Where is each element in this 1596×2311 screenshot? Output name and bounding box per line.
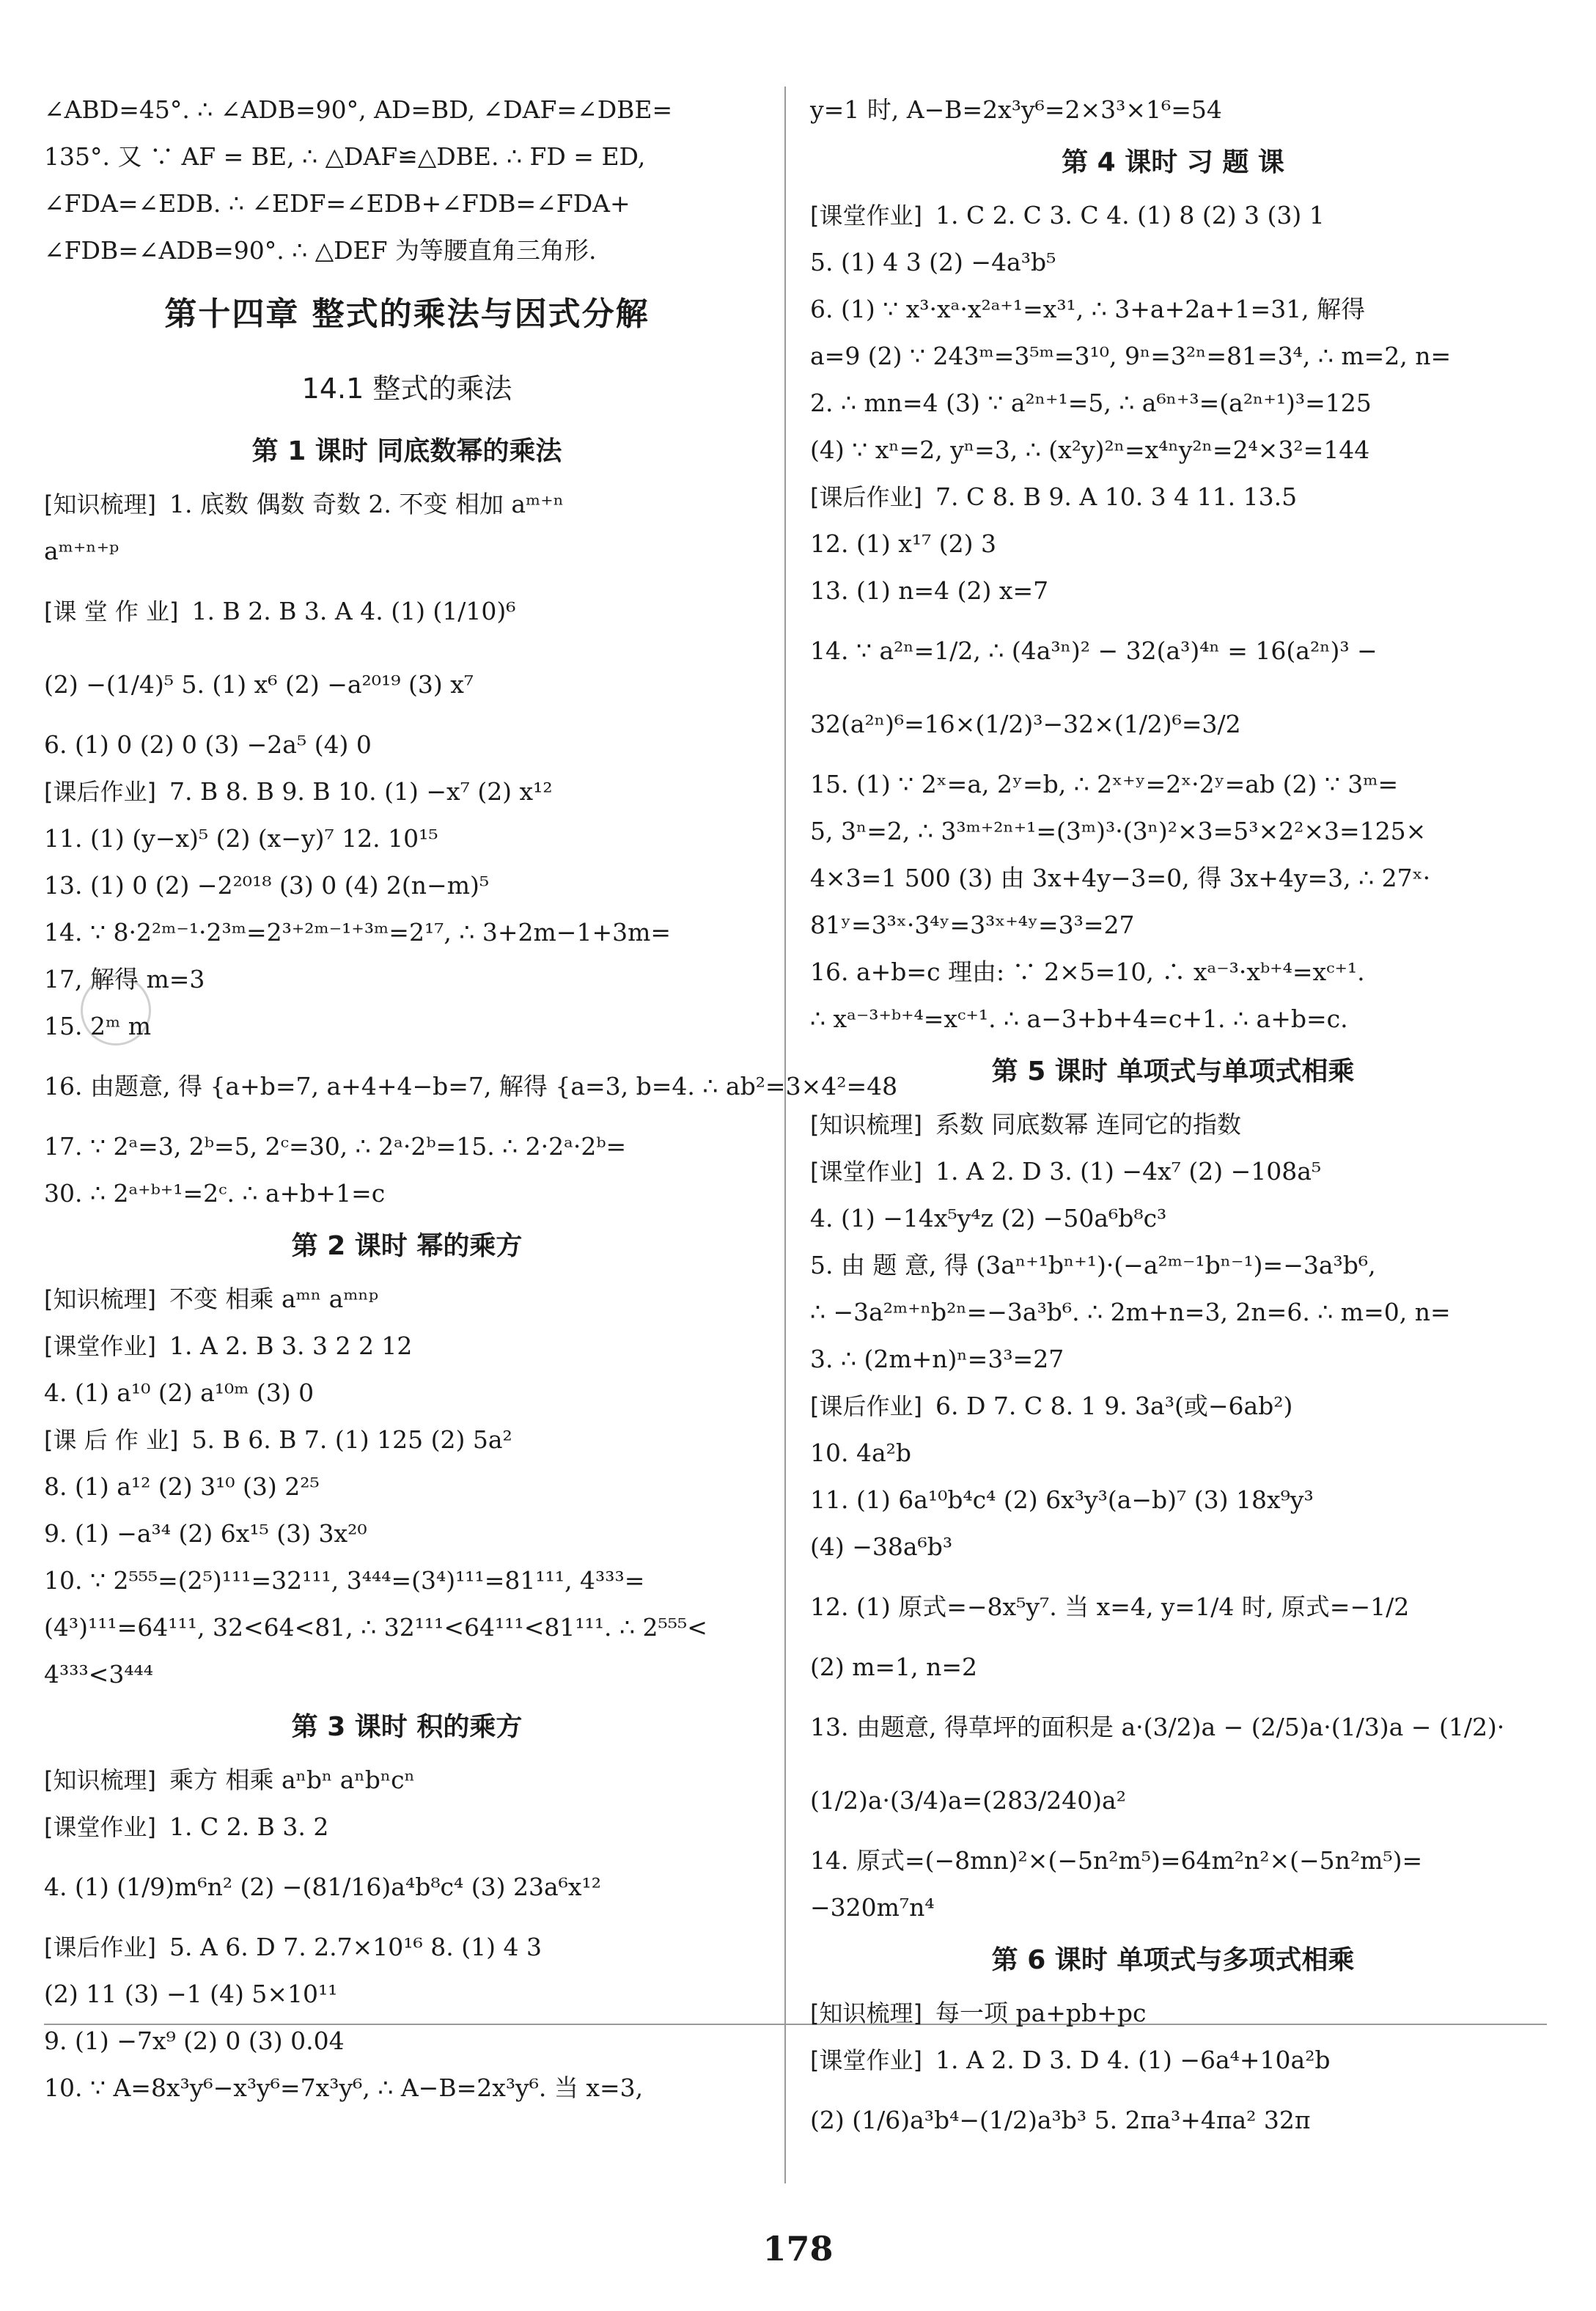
answer-line — [44, 528, 770, 575]
line-text: 13. (1) 0 (2) −2²⁰¹⁸ (3) 0 (4) 2(n−m)⁵ — [44, 871, 490, 900]
line-text: 7. B 8. B 9. B 10. (1) −x⁷ (2) x¹² — [169, 777, 553, 806]
lesson-title — [44, 1217, 770, 1276]
line-text: ∠FDB=∠ADB=90°. ∴ △DEF 为等腰直角三角形. — [44, 236, 597, 265]
line-text: 4³³³<3⁴⁴⁴ — [44, 1660, 154, 1689]
line-text: 13. 由题意, 得草坪的面积是 a·(3/2)a − (2/5)a·(1/3)a − (1/2)· — [810, 1713, 1505, 1741]
answer-line — [810, 1101, 1536, 1148]
line-text: 4. (1) a¹⁰ (2) a¹⁰ᵐ (3) 0 — [44, 1378, 315, 1407]
answer-line — [810, 1524, 1536, 1570]
line-text: 10. ∵ A=8x³y⁶−x³y⁶=7x³y⁶, ∴ A−B=2x³y⁶. 当 x=3, — [44, 2073, 644, 2102]
line-text: 5. 由 题 意, 得 (3aⁿ⁺¹bⁿ⁺¹)·(−a²ᵐ⁻¹bⁿ⁻¹)=−3a³b⁶, — [810, 1251, 1376, 1279]
answer-line — [810, 996, 1536, 1043]
line-text: 第 6 课时 单项式与多项式相乘 — [991, 1945, 1355, 1975]
section-tag: [课后作业] — [44, 778, 156, 806]
answer-line — [44, 768, 770, 815]
chapter-title — [44, 274, 770, 355]
line-text: 81ʸ=3³ˣ·3⁴ʸ=3³ˣ⁺⁴ʸ=3³=27 — [810, 911, 1135, 939]
line-text: 1. 底数 偶数 奇数 2. 不变 相加 aᵐ⁺ⁿ — [169, 490, 564, 518]
answer-line — [44, 1804, 770, 1851]
answer-line — [810, 1884, 1536, 1931]
line-text: 14. ∵ a²ⁿ=1/2, ∴ (4a³ⁿ)² − 32(a³)⁴ⁿ = 16(a²ⁿ)³ − — [810, 636, 1378, 665]
answer-line — [44, 862, 770, 909]
line-text: 第 2 课时 幂的乘方 — [291, 1231, 523, 1261]
line-text: 9. (1) −a³⁴ (2) 6x¹⁵ (3) 3x²⁰ — [44, 1519, 367, 1548]
answer-line — [810, 2084, 1536, 2157]
line-text: 8. (1) a¹² (2) 3¹⁰ (3) 2²⁵ — [44, 1472, 320, 1501]
answer-line — [44, 180, 770, 227]
answer-line — [810, 855, 1536, 902]
answer-line — [810, 949, 1536, 996]
line-text: 5. A 6. D 7. 2.7×10¹⁶ 8. (1) 4 3 — [169, 1933, 542, 1961]
line-text: 15. (1) ∵ 2ˣ=a, 2ʸ=b, ∴ 2ˣ⁺ʸ=2ˣ·2ʸ=ab (2) ∵ 3ᵐ= — [810, 770, 1399, 798]
line-text: 10. 4a²b — [810, 1439, 911, 1467]
line-text: 1. C 2. B 3. 2 — [169, 1812, 329, 1841]
section-tag: [课后作业] — [44, 1933, 156, 1961]
line-text: 第 5 课时 单项式与单项式相乘 — [991, 1057, 1355, 1087]
right-column — [810, 87, 1536, 2157]
section-tag: [课堂作业] — [810, 1158, 922, 1186]
answer-line — [44, 133, 770, 180]
line-text: ∴ −3a²ᵐ⁺ⁿb²ⁿ=−3a³b⁶. ∴ 2m+n=3, 2n=6. ∴ m=0, n= — [810, 1298, 1451, 1326]
answer-line — [44, 721, 770, 768]
line-text: 12. (1) 原式=−8x⁵y⁷. 当 x=4, y=1/4 时, 原式=−1/2 — [810, 1592, 1410, 1621]
line-text: 第 1 课时 同底数幂的乘法 — [251, 436, 562, 466]
answer-line — [44, 1050, 898, 1123]
answer-line — [810, 1289, 1536, 1336]
lesson-title — [810, 1043, 1536, 1101]
answer-line — [810, 87, 1536, 133]
answer-line — [810, 567, 1536, 614]
answer-line — [810, 239, 1536, 286]
section-tag: [知识梳理] — [810, 1111, 922, 1139]
answer-line — [44, 1276, 770, 1323]
line-text: (1/2)a·(3/4)a=(283/240)a² — [810, 1786, 1126, 1815]
line-text: 1. C 2. C 3. C 4. (1) 8 (2) 3 (3) 1 — [935, 201, 1325, 229]
line-text: 1. A 2. B 3. 3 2 2 12 — [169, 1331, 413, 1360]
answer-line — [44, 1851, 770, 1924]
section-tag: [知识梳理] — [44, 1766, 156, 1794]
answer-line — [44, 2065, 770, 2112]
answer-line — [44, 956, 770, 1003]
answer-line — [810, 1691, 1536, 1764]
answer-line — [810, 1570, 1536, 1644]
section-tag: [课后作业] — [810, 1392, 922, 1420]
line-text: (2) m=1, n=2 — [810, 1653, 978, 1681]
line-text: (2) −(1/4)⁵ 5. (1) x⁶ (2) −a²⁰¹⁹ (3) x⁷ — [44, 670, 474, 699]
line-text: 13. (1) n=4 (2) x=7 — [810, 576, 1049, 605]
answer-line — [810, 761, 1536, 808]
line-text: 6. D 7. C 8. 1 9. 3a³(或−6ab²) — [935, 1392, 1293, 1420]
line-text: 16. a+b=c 理由: ∵ 2×5=10, ∴ xᵃ⁻³·xᵇ⁺⁴=xᶜ⁺¹. — [810, 958, 1365, 986]
line-text: 14. ∵ 8·2²ᵐ⁻¹·2³ᵐ=2³⁺²ᵐ⁻¹⁺³ᵐ=2¹⁷, ∴ 3+2m−1+3m= — [44, 918, 672, 947]
line-text: 5. B 6. B 7. (1) 125 (2) 5a² — [191, 1425, 512, 1454]
column-divider — [784, 87, 786, 2183]
line-text: 6. (1) 0 (2) 0 (3) −2a⁵ (4) 0 — [44, 730, 372, 759]
line-text: 14.1 整式的乘法 — [301, 372, 512, 405]
line-text: aᵐ⁺ⁿ⁺ᵖ — [44, 537, 119, 565]
answer-line — [810, 688, 1536, 761]
line-text: 30. ∴ 2ᵃ⁺ᵇ⁺¹=2ᶜ. ∴ a+b+1=c — [44, 1179, 386, 1208]
answer-line — [44, 1417, 770, 1463]
answer-line — [44, 1370, 770, 1417]
line-text: 3. ∴ (2m+n)ⁿ=3³=27 — [810, 1345, 1064, 1373]
answer-line — [44, 1463, 770, 1510]
line-text: 5. (1) 4 3 (2) −4a³b⁵ — [810, 248, 1056, 276]
section-tag: [课堂作业] — [44, 1332, 156, 1360]
answer-line — [810, 1383, 1536, 1430]
line-text: 135°. 又 ∵ AF = BE, ∴ △DAF≌△DBE. ∴ FD = ED, — [44, 142, 646, 171]
section-tag: [课后作业] — [810, 483, 922, 511]
line-text: 系数 同底数幂 连同它的指数 — [935, 1110, 1241, 1139]
answer-line — [810, 1148, 1536, 1195]
answer-line — [810, 474, 1536, 521]
line-text: −320m⁷n⁴ — [810, 1893, 935, 1922]
section-tag: [知识梳理] — [44, 491, 156, 518]
answer-line — [810, 808, 1536, 855]
answer-line — [44, 909, 770, 956]
answer-line — [44, 227, 770, 274]
answer-line — [810, 2037, 1536, 2084]
answer-line — [44, 1651, 770, 1698]
answer-line — [810, 333, 1536, 380]
section-tag: [课堂作业] — [810, 202, 922, 229]
answer-line — [810, 1430, 1536, 1477]
answer-line — [44, 815, 770, 862]
answer-line — [44, 575, 770, 648]
answer-line — [44, 1557, 770, 1604]
answer-line — [810, 380, 1536, 427]
line-text: 5, 3ⁿ=2, ∴ 3³ᵐ⁺²ⁿ⁺¹=(3ᵐ)³·(3ⁿ)²×3=5³×2²×3=125× — [810, 817, 1427, 845]
line-text: 4. (1) −14x⁵y⁴z (2) −50a⁶b⁸c³ — [810, 1204, 1167, 1232]
line-text: 第 3 课时 积的乘方 — [291, 1712, 523, 1742]
line-text: 16. 由题意, 得 {a+b=7, a+4+4−b=7, 解得 {a=3, b=4. ∴ ab²=3×4²=48 — [44, 1072, 898, 1101]
lesson-title — [44, 1698, 770, 1757]
line-text: 不变 相乘 aᵐⁿ aᵐⁿᵖ — [169, 1285, 379, 1313]
answer-line — [810, 1764, 1536, 1837]
answer-line — [44, 1924, 770, 1971]
lesson-title — [44, 422, 770, 481]
line-text: 15. 2ᵐ m — [44, 1012, 151, 1040]
line-text: 1. A 2. D 3. D 4. (1) −6a⁴+10a²b — [935, 2046, 1331, 2074]
line-text: ∴ xᵃ⁻³⁺ᵇ⁺⁴=xᶜ⁺¹. ∴ a−3+b+4=c+1. ∴ a+b=c. — [810, 1004, 1348, 1033]
line-text: (2) 11 (3) −1 (4) 5×10¹¹ — [44, 1980, 338, 2008]
line-text: 7. C 8. B 9. A 10. 3 4 11. 13.5 — [935, 482, 1298, 511]
answer-line — [44, 1510, 770, 1557]
answer-line — [810, 1242, 1536, 1289]
section-tag: [知识梳理] — [44, 1285, 156, 1313]
line-text: 2. ∴ mn=4 (3) ∵ a²ⁿ⁺¹=5, ∴ a⁶ⁿ⁺³=(a²ⁿ⁺¹)³=125 — [810, 389, 1372, 417]
lesson-title — [810, 133, 1536, 192]
section-tag: [课堂作业] — [810, 2046, 922, 2074]
section-title — [44, 355, 770, 422]
answer-line — [44, 1971, 770, 2018]
line-text: 乘方 相乘 aⁿbⁿ aⁿbⁿcⁿ — [169, 1766, 415, 1794]
answer-line — [44, 1170, 770, 1217]
answer-line — [810, 1990, 1536, 2037]
answer-line — [44, 2018, 770, 2065]
answer-line — [810, 1477, 1536, 1524]
section-tag: [课堂作业] — [44, 1813, 156, 1841]
line-text: 4. (1) (1/9)m⁶n² (2) −(81/16)a⁴b⁸c⁴ (3) 23a⁶x¹² — [44, 1873, 601, 1901]
answer-line — [810, 1195, 1536, 1242]
answer-line — [810, 521, 1536, 567]
section-tag: [知识梳理] — [810, 1999, 922, 2027]
answer-line — [810, 1336, 1536, 1383]
answer-line — [44, 1604, 770, 1651]
line-text: 6. (1) ∵ x³·xᵃ·x²ᵃ⁺¹=x³¹, ∴ 3+a+2a+1=31, 解得 — [810, 295, 1366, 323]
line-text: 第十四章 整式的乘法与因式分解 — [164, 295, 650, 333]
line-text: 1. B 2. B 3. A 4. (1) (1/10)⁶ — [191, 597, 516, 625]
line-text: 17, 解得 m=3 — [44, 965, 205, 993]
line-text: 17. ∵ 2ᵃ=3, 2ᵇ=5, 2ᶜ=30, ∴ 2ᵃ·2ᵇ=15. ∴ 2·2ᵃ·2ᵇ= — [44, 1132, 627, 1161]
line-text: 第 4 课时 习 题 课 — [1062, 147, 1284, 177]
line-text: ∠FDA=∠EDB. ∴ ∠EDF=∠EDB+∠FDB=∠FDA+ — [44, 189, 630, 218]
answer-line — [810, 192, 1536, 239]
answer-line — [810, 427, 1536, 474]
answer-line — [810, 1644, 1536, 1691]
page-number: 178 — [762, 2229, 834, 2268]
line-text: (2) (1/6)a³b⁴−(1/2)a³b³ 5. 2πa³+4πa² 32π — [810, 2106, 1311, 2134]
line-text: 10. ∵ 2⁵⁵⁵=(2⁵)¹¹¹=32¹¹¹, 3⁴⁴⁴=(3⁴)¹¹¹=81¹¹¹, 4³³³= — [44, 1566, 645, 1595]
answer-line — [44, 1123, 770, 1170]
section-tag: [课 堂 作 业] — [44, 598, 179, 625]
answer-line — [44, 648, 770, 721]
answer-line — [44, 1003, 770, 1050]
line-text: y=1 时, A−B=2x³y⁶=2×3³×1⁶=54 — [810, 95, 1222, 124]
line-text: 每一项 pa+pb+pc — [935, 1999, 1147, 2027]
line-text: (4³)¹¹¹=64¹¹¹, 32<64<81, ∴ 32¹¹¹<64¹¹¹<81¹¹¹. ∴ 2⁵⁵⁵< — [44, 1613, 707, 1642]
line-text: 4×3=1 500 (3) 由 3x+4y−3=0, 得 3x+4y=3, ∴ 27ˣ· — [810, 864, 1431, 892]
answer-line — [810, 286, 1536, 333]
line-text: ∠ABD=45°. ∴ ∠ADB=90°, AD=BD, ∠DAF=∠DBE= — [44, 95, 673, 124]
line-text: 14. 原式=(−8mn)²×(−5n²m⁵)=64m²n²×(−5n²m⁵)= — [810, 1846, 1423, 1875]
answer-line — [44, 481, 770, 528]
section-tag: [课 后 作 业] — [44, 1426, 179, 1454]
answer-line — [44, 87, 770, 133]
line-text: 32(a²ⁿ)⁶=16×(1/2)³−32×(1/2)⁶=3/2 — [810, 710, 1241, 738]
line-text: 11. (1) (y−x)⁵ (2) (x−y)⁷ 12. 10¹⁵ — [44, 824, 438, 853]
lesson-title — [810, 1931, 1536, 1990]
line-text: (4) ∵ xⁿ=2, yⁿ=3, ∴ (x²y)²ⁿ=x⁴ⁿy²ⁿ=2⁴×3²=144 — [810, 436, 1370, 464]
answer-line — [810, 614, 1536, 688]
answer-line — [44, 1323, 770, 1370]
line-text: (4) −38a⁶b³ — [810, 1532, 953, 1561]
line-text: 11. (1) 6a¹⁰b⁴c⁴ (2) 6x³y³(a−b)⁷ (3) 18x⁹y³ — [810, 1485, 1314, 1514]
line-text: 12. (1) x¹⁷ (2) 3 — [810, 529, 996, 558]
answer-line — [810, 902, 1536, 949]
line-text: 9. (1) −7x⁹ (2) 0 (3) 0.04 — [44, 2027, 345, 2055]
answer-line — [44, 1757, 770, 1804]
line-text: 1. A 2. D 3. (1) −4x⁷ (2) −108a⁵ — [935, 1157, 1322, 1186]
line-text: a=9 (2) ∵ 243ᵐ=3⁵ᵐ=3¹⁰, 9ⁿ=3²ⁿ=81=3⁴, ∴ m=2, n= — [810, 342, 1452, 370]
answer-line — [810, 1837, 1536, 1884]
